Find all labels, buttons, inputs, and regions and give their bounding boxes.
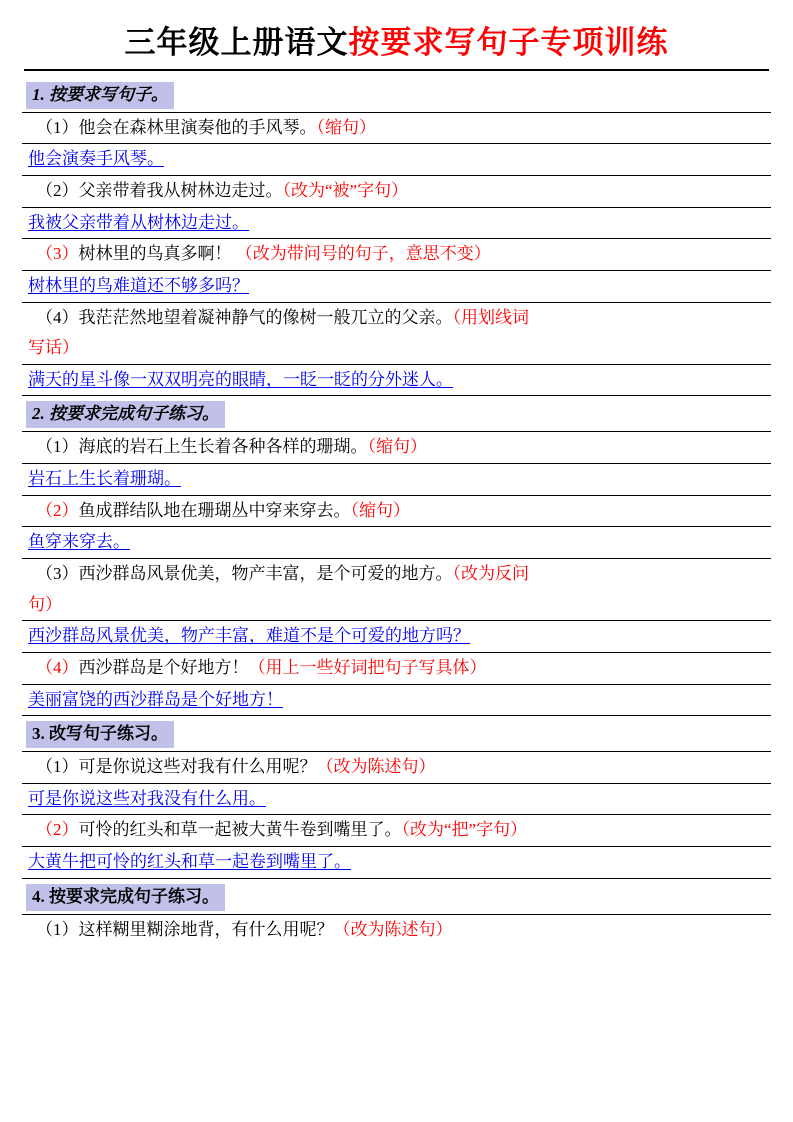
question-row <box>22 496 771 528</box>
question-hint: （改为陈述句） <box>333 919 453 939</box>
section-heading-row <box>22 716 771 752</box>
question-stem: 可是你说这些对我有什么用呢？ <box>78 757 317 777</box>
question-stem: 这样糊里糊涂地背，有什么用呢？ <box>78 919 334 939</box>
question-row <box>22 559 771 590</box>
answer-text: 美丽富饶的西沙群岛是个好地方！ <box>28 689 283 709</box>
question-row <box>22 113 771 145</box>
answer-text: 树林里的鸟难道还不够多吗？ <box>28 275 249 295</box>
question-number: （4） <box>36 657 79 677</box>
answer-text: 西沙群岛风景优美，物产丰富，难道不是个可爱的地方吗？ <box>28 626 470 646</box>
answer-row <box>22 365 771 397</box>
question-stem: 西沙群岛风景优美，物产丰富，是个可爱的地方。 <box>78 563 453 583</box>
question-number: （1） <box>36 437 79 457</box>
title-subject: 三年级上册语文 <box>124 25 349 60</box>
question-text <box>22 116 771 141</box>
question-hint: （改为“把”字句） <box>401 820 528 840</box>
question-hint: （缩句） <box>367 437 427 457</box>
question-text <box>22 499 771 524</box>
question-stem: 海底的岩石上生长着各种各样的珊瑚。 <box>78 437 368 457</box>
answer-text: 我被父亲带着从树林边走过。 <box>28 212 249 232</box>
answer-row <box>22 847 771 879</box>
question-hint: （用上一些好词把句子写具体） <box>248 657 487 677</box>
question-number: （1） <box>36 919 79 939</box>
question-number: （4） <box>36 307 79 327</box>
section-heading-row <box>22 77 771 113</box>
section-heading-3: 3. 改写句子练习。 <box>26 721 174 748</box>
answer-row <box>22 464 771 496</box>
answer-row <box>22 685 771 717</box>
question-number: （3） <box>36 244 79 264</box>
question-text <box>22 656 771 681</box>
question-hint: （改为陈述句） <box>316 757 436 777</box>
question-hint: （改为反问 <box>452 563 529 583</box>
question-number: （1） <box>36 757 79 777</box>
answer-row <box>22 144 771 176</box>
answer-row <box>22 271 771 303</box>
section-heading-2: 2. 按要求完成句子练习。 <box>26 401 225 428</box>
question-hint-continued-row <box>22 590 771 622</box>
question-text <box>22 818 771 843</box>
question-row <box>22 653 771 685</box>
question-text <box>22 562 771 587</box>
question-stem: 父亲带着我从树林边走过。 <box>78 180 283 200</box>
question-hint-continued-row <box>22 333 771 365</box>
question-stem: 他会在森林里演奏他的手风琴。 <box>78 117 317 137</box>
answer-text: 鱼穿来穿去。 <box>28 532 130 552</box>
question-text <box>22 179 771 204</box>
answer-row <box>22 784 771 816</box>
answer-text: 满天的星斗像一双双明亮的眼睛，一眨一眨的分外迷人。 <box>28 369 453 389</box>
answer-text: 岩石上生长着珊瑚。 <box>28 469 181 489</box>
question-hint: （缩句） <box>350 500 410 520</box>
answer-text: 他会演奏手风琴。 <box>28 149 164 169</box>
question-row <box>22 303 771 334</box>
section-heading-1: 1. 按要求写句子。 <box>26 82 174 109</box>
question-stem: 西沙群岛是个好地方！ <box>78 657 249 677</box>
question-hint-continued: 写话） <box>28 338 79 358</box>
answer-text: 可是你说这些对我没有什么用。 <box>28 788 266 808</box>
title-topic: 按要求写句子专项训练 <box>348 25 669 60</box>
question-stem-pre: 我茫茫然地望着凝神静气的 <box>78 307 283 327</box>
question-hint: （缩句） <box>316 117 376 137</box>
answer-row <box>22 527 771 559</box>
question-hint: （用划线词 <box>452 307 529 327</box>
question-hint-continued: 句） <box>28 594 62 614</box>
question-number: （2） <box>36 180 79 200</box>
question-row <box>22 815 771 847</box>
question-text <box>22 242 771 267</box>
question-stem: 可怜的红头和草一起被大黄牛卷到嘴里了。 <box>78 820 402 840</box>
question-text <box>22 306 771 331</box>
answer-row <box>22 621 771 653</box>
title-divider <box>24 69 769 71</box>
question-stem: 鱼成群结队地在珊瑚丛中穿来穿去。 <box>78 500 351 520</box>
question-hint: （改为带问号的句子，意思不变） <box>235 244 491 264</box>
page-title <box>22 14 771 69</box>
question-stem-post: 树一般兀立的父亲。 <box>299 307 453 327</box>
question-text <box>22 918 771 943</box>
question-number: （2） <box>36 820 79 840</box>
question-row <box>22 176 771 208</box>
question-stem: 树林里的鸟真多啊！ <box>78 244 232 264</box>
question-row <box>22 915 771 946</box>
question-number: （2） <box>36 500 79 520</box>
section-heading-row <box>22 879 771 915</box>
question-row <box>22 239 771 271</box>
question-hint: （改为“被”字句） <box>282 180 409 200</box>
answer-text: 大黄牛把可怜的红头和草一起卷到嘴里了。 <box>28 852 351 872</box>
answer-row <box>22 208 771 240</box>
question-row <box>22 432 771 464</box>
question-number: （1） <box>36 117 79 137</box>
section-heading-4: 4. 按要求完成句子练习。 <box>26 884 225 911</box>
question-number: （3） <box>36 563 79 583</box>
section-heading-row <box>22 396 771 432</box>
question-text <box>22 435 771 460</box>
question-row <box>22 752 771 784</box>
question-text <box>22 755 771 780</box>
question-stem-underlined: 像 <box>282 307 300 327</box>
